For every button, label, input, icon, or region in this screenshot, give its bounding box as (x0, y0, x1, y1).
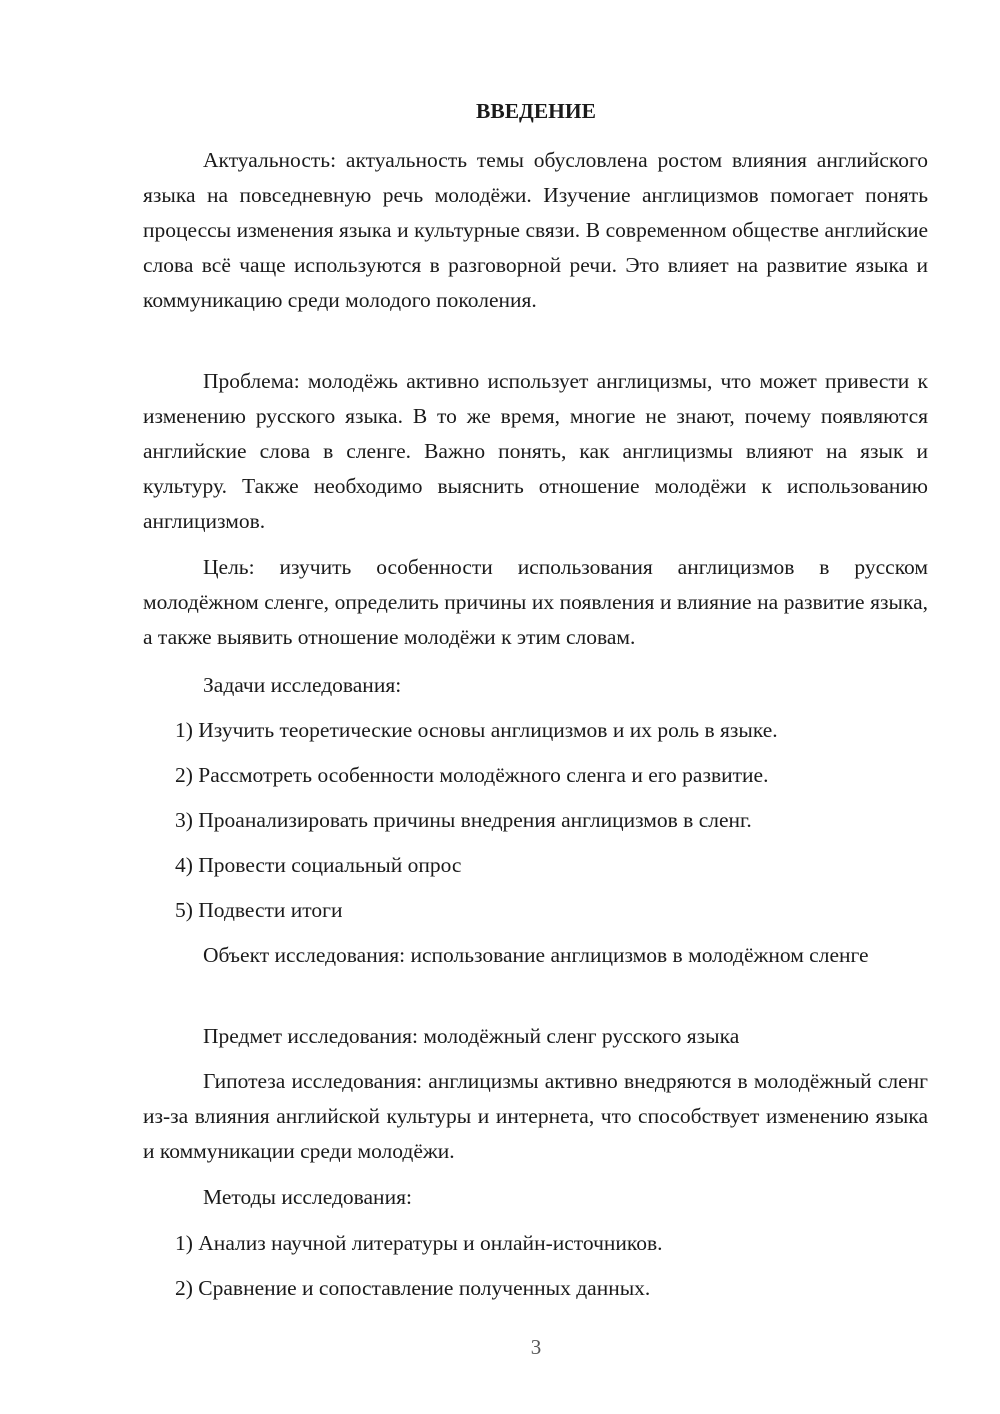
task-item-5: 5) Подвести итоги (175, 898, 343, 922)
method-item-2: 2) Сравнение и сопоставление полученных данных. (175, 1276, 651, 1300)
page-number: 3 (530, 1335, 542, 1359)
task-item-4: 4) Провести социальный опрос (175, 853, 462, 877)
page-title: ВВЕДЕНИЕ (476, 99, 596, 123)
paragraph-hypothesis: Гипотеза исследования: англицизмы активно внедряются в молодёжный сленг из-за влияния английской культуры и интернета, что способствует изменению языка и коммуникации среди молодёжи. (143, 1069, 928, 1163)
method-item-1: 1) Анализ научной литературы и онлайн-источников. (175, 1231, 663, 1255)
paragraph-problem: Проблема: молодёжь активно использует англицизмы, что может привести к изменению русского языка. В то же время, многие не знают, почему появляются английские слова в сленге. Важно понять, как англицизмы влияют на язык и культуру. Также необходимо выяснить отношение молодёжи к использованию англицизмов. (143, 369, 928, 533)
paragraph-object: Объект исследования: использование англицизмов в молодёжном сленге (203, 943, 869, 967)
paragraph-subject: Предмет исследования: молодёжный сленг русского языка (203, 1024, 740, 1048)
paragraph-relevance: Актуальность: актуальность темы обусловлена ростом влияния английского языка на повседневную речь молодёжи. Изучение англицизмов помогает понять процессы изменения языка и культурные связи. В современном обществе английские слова всё чаще используются в разговорной речи. Это влияет на развитие языка и коммуникацию среди молодого поколения. (143, 148, 928, 312)
task-item-2: 2) Рассмотреть особенности молодёжного сленга и его развитие. (175, 763, 769, 787)
task-item-3: 3) Проанализировать причины внедрения англицизмов в сленг. (175, 808, 752, 832)
paragraph-goal: Цель: изучить особенности использования англицизмов в русском молодёжном сленге, определить причины их появления и влияние на развитие языка, а также выявить отношение молодёжи к этим словам. (143, 555, 928, 649)
task-item-1: 1) Изучить теоретические основы англицизмов и их роль в языке. (175, 718, 778, 742)
methods-heading: Методы исследования: (203, 1185, 412, 1209)
tasks-heading: Задачи исследования: (203, 673, 402, 697)
